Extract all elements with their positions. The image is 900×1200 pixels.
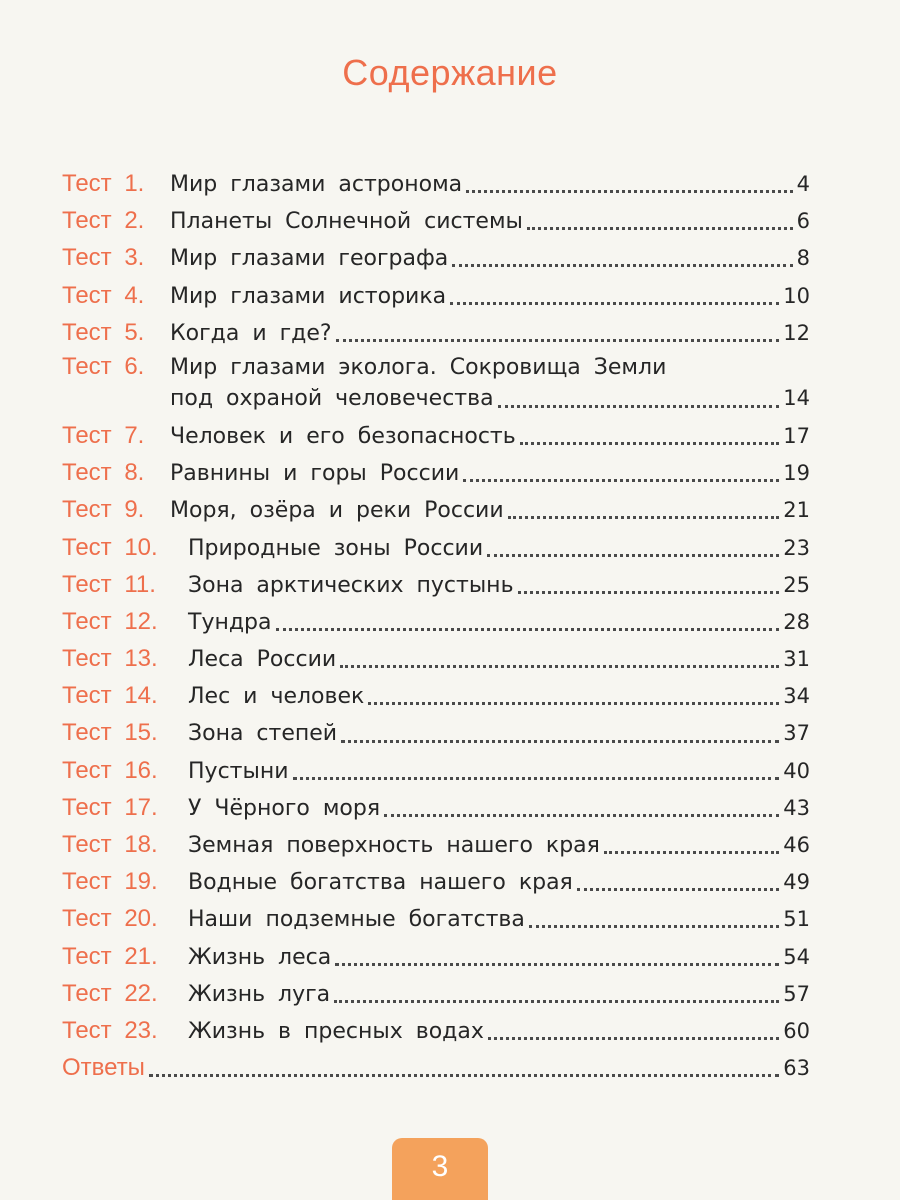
test-title: Природные зоны России [188, 535, 484, 561]
test-label: Тест 23. [62, 1016, 158, 1044]
page-ref: 25 [783, 572, 810, 597]
dot-leader [604, 851, 779, 854]
page-ref: 60 [783, 1018, 810, 1043]
test-label: Тест 3. [62, 244, 145, 272]
test-title: Зона арктических пустынь [188, 572, 514, 598]
toc-entry[interactable] [62, 826, 810, 863]
test-label: Тест 16. [62, 756, 158, 784]
toc-entry[interactable] [62, 603, 810, 640]
toc-entry[interactable] [62, 417, 810, 454]
test-title: Когда и где? [170, 320, 332, 346]
dot-leader [340, 665, 779, 668]
page-title: Содержание [342, 52, 558, 93]
test-title: Зона степей [188, 721, 338, 747]
page-ref: 54 [783, 944, 810, 969]
dot-leader [487, 554, 779, 557]
page-ref: 43 [783, 795, 810, 820]
page-ref: 8 [796, 246, 810, 271]
table-of-contents [62, 165, 810, 1086]
page-ref: 46 [783, 833, 810, 857]
test-title: Мир глазами эколога. Сокровища Земли [170, 354, 667, 380]
test-label: Тест 17. [62, 793, 158, 821]
toc-entry[interactable] [62, 752, 810, 789]
page-ref: 19 [783, 461, 810, 486]
page-ref: 10 [783, 283, 810, 308]
dot-leader [508, 516, 780, 519]
dot-leader [293, 777, 780, 780]
dot-leader [463, 479, 779, 482]
test-title-continued: под охраной человечества [170, 385, 494, 411]
toc-entry[interactable] [62, 900, 810, 937]
dot-leader [335, 963, 779, 966]
dot-leader [529, 925, 779, 928]
test-label: Тест 20. [62, 905, 158, 933]
toc-entry[interactable] [62, 938, 810, 975]
test-title: Лес и человек [188, 684, 365, 710]
dot-leader [341, 740, 779, 743]
dot-leader [466, 190, 792, 193]
page-ref: 17 [783, 423, 810, 448]
toc-entry[interactable] [62, 975, 810, 1012]
toc-entry[interactable] [62, 165, 810, 202]
test-title: Водные богатства нашего края [188, 870, 573, 896]
dot-leader [520, 442, 780, 445]
toc-entry[interactable] [62, 640, 810, 677]
test-label: Тест 2. [62, 207, 145, 235]
test-label: Тест 10. [62, 533, 158, 561]
dot-leader [336, 339, 780, 342]
test-label: Тест 5. [62, 318, 145, 346]
dot-leader [452, 264, 792, 267]
toc-entry[interactable] [62, 314, 810, 351]
page-ref: 57 [783, 981, 810, 1006]
page-number-badge: 3 [392, 1138, 488, 1200]
test-title: Пустыни [188, 758, 289, 784]
test-label: Тест 11. [62, 570, 156, 598]
dot-leader [518, 591, 780, 594]
dot-leader [276, 628, 780, 631]
dot-leader [488, 1037, 779, 1040]
page-ref: 14 [783, 385, 810, 410]
toc-entry[interactable] [62, 351, 810, 417]
toc-entry[interactable] [62, 239, 810, 276]
test-title: Леса России [188, 647, 337, 673]
page-ref: 12 [783, 320, 810, 345]
toc-entry[interactable] [62, 566, 810, 603]
toc-entry[interactable] [62, 529, 810, 566]
toc-entry[interactable] [62, 863, 810, 900]
answers-label: Ответы [62, 1054, 145, 1082]
page-ref: 63 [783, 1056, 810, 1081]
page-ref: 4 [796, 172, 810, 196]
page-ref: 6 [796, 209, 810, 234]
page-ref: 37 [783, 721, 810, 746]
toc-entry-answers[interactable] [62, 1049, 810, 1086]
toc-entry[interactable] [62, 1012, 810, 1049]
dot-leader [498, 405, 780, 408]
test-title: Планеты Солнечной системы [170, 209, 523, 235]
test-label: Тест 6. [62, 352, 145, 380]
test-label: Тест 7. [62, 421, 145, 449]
toc-entry[interactable] [62, 277, 810, 314]
test-title: Человек и его безопасность [170, 423, 516, 449]
page-ref: 40 [783, 758, 810, 783]
test-label: Тест 8. [62, 459, 145, 487]
dot-leader [334, 1000, 779, 1003]
test-label: Тест 14. [62, 682, 158, 710]
dot-leader [384, 814, 779, 817]
dot-leader [527, 227, 793, 230]
test-label: Тест 13. [62, 645, 158, 673]
test-title: Жизнь в пресных водах [188, 1018, 484, 1044]
test-label: Тест 12. [62, 607, 158, 635]
test-title: Моря, озёра и реки России [170, 498, 504, 524]
test-label: Тест 22. [62, 979, 158, 1007]
toc-entry[interactable] [62, 677, 810, 714]
page-ref: 21 [783, 498, 810, 523]
test-label: Тест 1. [62, 170, 145, 197]
test-title: Земная поверхность нашего края [188, 833, 600, 858]
test-title: Мир глазами астронома [170, 172, 463, 197]
test-title: Мир глазами географа [170, 246, 449, 272]
test-title: Наши подземные богатства [188, 907, 525, 933]
test-label: Тест 4. [62, 281, 145, 309]
page-ref: 51 [783, 907, 810, 932]
page-ref: 23 [783, 535, 810, 560]
test-title: Тундра [188, 609, 272, 635]
test-title: Жизнь луга [188, 981, 331, 1007]
toc-entry[interactable] [62, 789, 810, 826]
page-ref: 34 [783, 684, 810, 709]
test-label: Тест 9. [62, 496, 145, 524]
dot-leader [577, 888, 779, 891]
dot-leader [149, 1074, 779, 1077]
page-ref: 49 [783, 870, 810, 895]
dot-leader [368, 702, 779, 705]
test-title: Жизнь леса [188, 944, 332, 970]
test-title: Равнины и горы России [170, 461, 460, 487]
test-label: Тест 21. [62, 942, 158, 970]
dot-leader [450, 302, 779, 305]
page-ref: 28 [783, 609, 810, 634]
test-label: Тест 18. [62, 831, 158, 858]
test-label: Тест 15. [62, 719, 158, 747]
toc-entry[interactable] [62, 454, 810, 491]
test-label: Тест 19. [62, 868, 158, 896]
test-title: У Чёрного моря [188, 795, 381, 821]
toc-entry[interactable] [62, 202, 810, 239]
test-title: Мир глазами историка [170, 283, 447, 309]
page-ref: 31 [783, 647, 810, 672]
toc-entry[interactable] [62, 714, 810, 751]
toc-entry[interactable] [62, 491, 810, 528]
